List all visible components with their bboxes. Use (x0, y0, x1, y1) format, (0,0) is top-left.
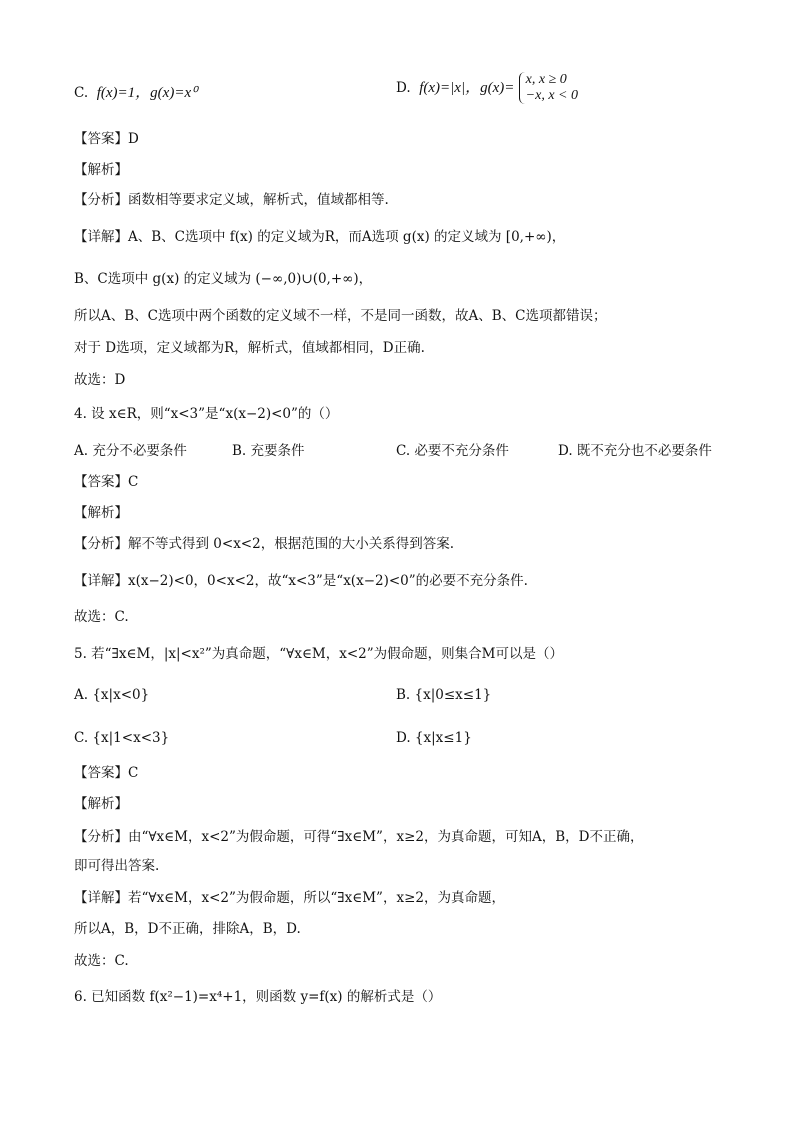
q3-answer: 【答案】D (74, 131, 139, 147)
q3-fenxi: 【分析】函数相等要求定义域，解析式，值域都相等. (74, 192, 389, 208)
q4-answer: 【答案】C (74, 474, 139, 490)
q4-fenxi: 【分析】解不等式得到 0<x<2，根据范围的大小关系得到答案. (74, 536, 454, 552)
q5-fenxi-1: 【分析】由“∀x∈M，x<2”为假命题，可得“∃x∈M”，x≥2，为真命题，可知A，B，D不正确， (74, 829, 644, 845)
q4-option-a: A. 充分不必要条件 (74, 443, 187, 459)
q5-fenxi-2: 即可得出答案. (74, 858, 160, 874)
q4-option-b: B. 充要条件 (232, 443, 305, 459)
q4-jiexi: 【解析】 (74, 505, 128, 521)
q5-option-c: C. {x|1<x<3} (74, 730, 170, 746)
q6-stem: 6. 已知函数 f(x²−1)=x⁴+1，则函数 y=f(x) 的解析式是（） (74, 989, 442, 1005)
q3-conclusion: 故选：D (74, 372, 126, 388)
q3-detail-4: 对于 D选项，定义域都为R，解析式，值域都相同，D正确. (74, 340, 425, 356)
q5-detail-2: 所以A，B，D不正确，排除A，B，D. (74, 921, 301, 937)
piecewise-brace: x, x ≥ 0 −x, x < 0 (519, 72, 578, 104)
q5-stem: 5. 若“∃x∈M，|x|<x²”为真命题，“∀x∈M，x<2”为假命题，则集合M可以是（） (74, 646, 563, 662)
q3-detail-3: 所以A、B、C选项中两个函数的定义域不一样，不是同一函数，故A、B、C选项都错误； (74, 308, 607, 324)
q5-jiexi: 【解析】 (74, 796, 128, 812)
q5-option-b: B. {x|0≤x≤1} (396, 687, 492, 703)
q4-option-d: D. 既不充分也不必要条件 (558, 443, 712, 459)
q4-stem: 4. 设 x∈R，则“x<3”是“x(x−2)<0”的（） (74, 406, 339, 422)
q5-conclusion: 故选：C. (74, 953, 129, 969)
q4-conclusion: 故选：C. (74, 609, 129, 625)
q3-detail-2: B、C选项中 g(x) 的定义域为 (−∞,0)∪(0,+∞)， (74, 271, 373, 287)
q3-option-d: D. f(x)=|x|，g(x)= x, x ≥ 0 −x, x < 0 (396, 72, 578, 103)
q4-option-c: C. 必要不充分条件 (396, 443, 509, 459)
q4-detail: 【详解】x(x−2)<0，0<x<2，故“x<3”是“x(x−2)<0”的必要不充分条件. (74, 573, 528, 589)
q3-jiexi: 【解析】 (74, 162, 128, 178)
q5-option-a: A. {x|x<0} (74, 687, 150, 703)
q5-detail-1: 【详解】若“∀x∈M，x<2”为假命题，所以“∃x∈M”，x≥2，为真命题， (74, 890, 505, 906)
q5-option-d: D. {x|x≤1} (396, 730, 472, 746)
q3-option-c: C. f(x)=1，g(x)=x⁰ (74, 85, 198, 101)
q3-detail-1: 【详解】A、B、C选项中 f(x) 的定义域为R，而A选项 g(x) 的定义域为 [0,+∞)， (74, 229, 566, 245)
q5-answer: 【答案】C (74, 765, 139, 781)
